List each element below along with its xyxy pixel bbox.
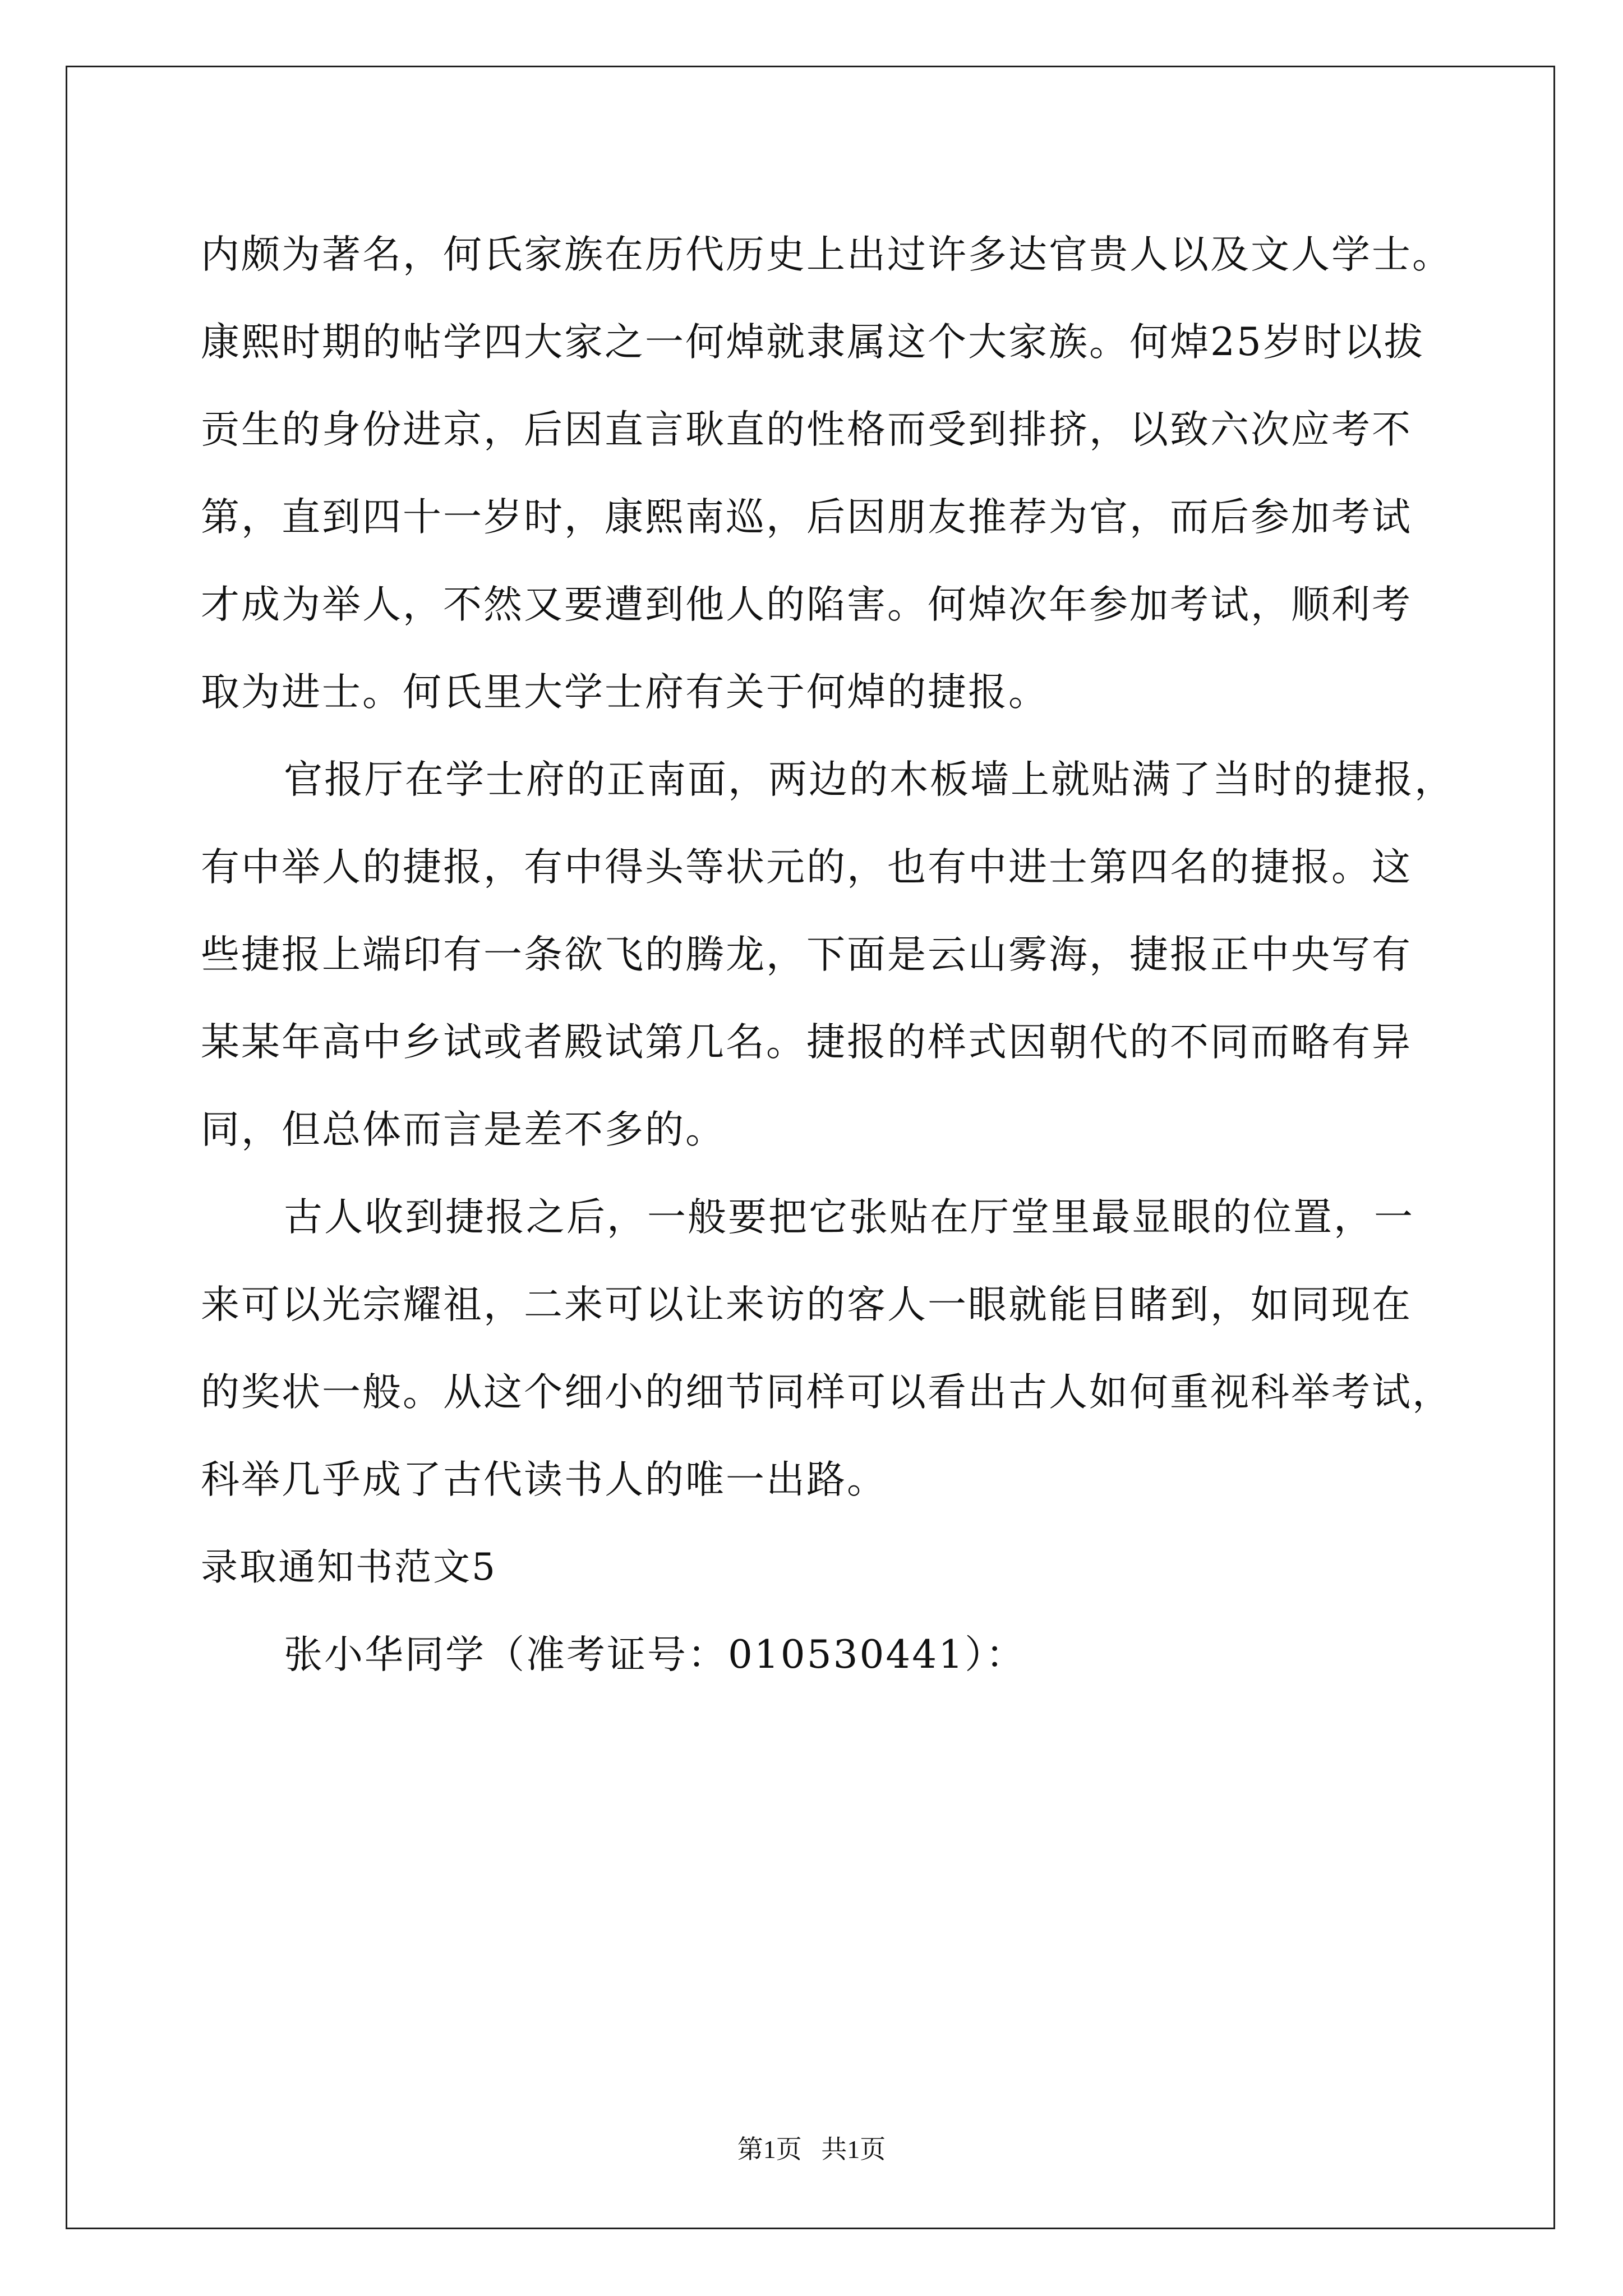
document-body xyxy=(201,211,1491,1699)
text-line: 来可以光宗耀祖，二来可以让来访的客人一眼就能目睹到，如同现在 xyxy=(201,1282,1412,1327)
page-footer xyxy=(0,2129,1623,2166)
text-line: 的奖状一般。从这个细小的细节同样可以看出古人如何重视科举考试， xyxy=(201,1370,1453,1415)
page-total: 共1页 xyxy=(821,2135,886,2164)
paragraph-1 xyxy=(201,211,1491,736)
section-heading: 录取通知书范文5 xyxy=(201,1545,497,1589)
text-line: 取为进士。何氏里大学士府有关于何焯的捷报。 xyxy=(201,670,1049,715)
text-line: 某某年高中乡试或者殿试第几名。捷报的样式因朝代的不同而略有异 xyxy=(201,1020,1412,1065)
text-line: 古人收到捷报之后，一般要把它张贴在厅堂里最显眼的位置，一 xyxy=(284,1195,1414,1240)
paragraph-2 xyxy=(201,736,1491,1174)
text-line: 些捷报上端印有一条欲飞的腾龙，下面是云山雾海，捷报正中央写有 xyxy=(201,932,1412,977)
text-line: 贡生的身份进京，后因直言耿直的性格而受到排挤，以致六次应考不 xyxy=(201,407,1412,452)
text-line: 才成为举人，不然又要遭到他人的陷害。何焯次年参加考试，顺利考 xyxy=(201,582,1412,627)
salutation xyxy=(201,1611,1491,1699)
page-number: 第1页 xyxy=(737,2135,802,2164)
text-line: 科举几乎成了古代读书人的唯一出路。 xyxy=(201,1457,887,1502)
text-line: 官报厅在学士府的正南面，两边的木板墙上就贴满了当时的捷报， xyxy=(284,757,1455,802)
text-line: 内颇为著名，何氏家族在历代历史上出过许多达官贵人以及文人学士。 xyxy=(201,232,1453,277)
text-line: 有中举人的捷报，有中得头等状元的，也有中进士第四名的捷报。这 xyxy=(201,845,1412,890)
text-line: 第，直到四十一岁时，康熙南巡，后因朋友推荐为官，而后参加考试 xyxy=(201,495,1412,540)
paragraph-3 xyxy=(201,1174,1491,1524)
text-line: 康熙时期的帖学四大家之一何焯就隶属这个大家族。何焯25岁时以拔 xyxy=(201,320,1424,365)
salutation-line: 张小华同学（准考证号：010530441）： xyxy=(284,1632,1026,1677)
text-line: 同，但总体而言是差不多的。 xyxy=(201,1107,726,1152)
